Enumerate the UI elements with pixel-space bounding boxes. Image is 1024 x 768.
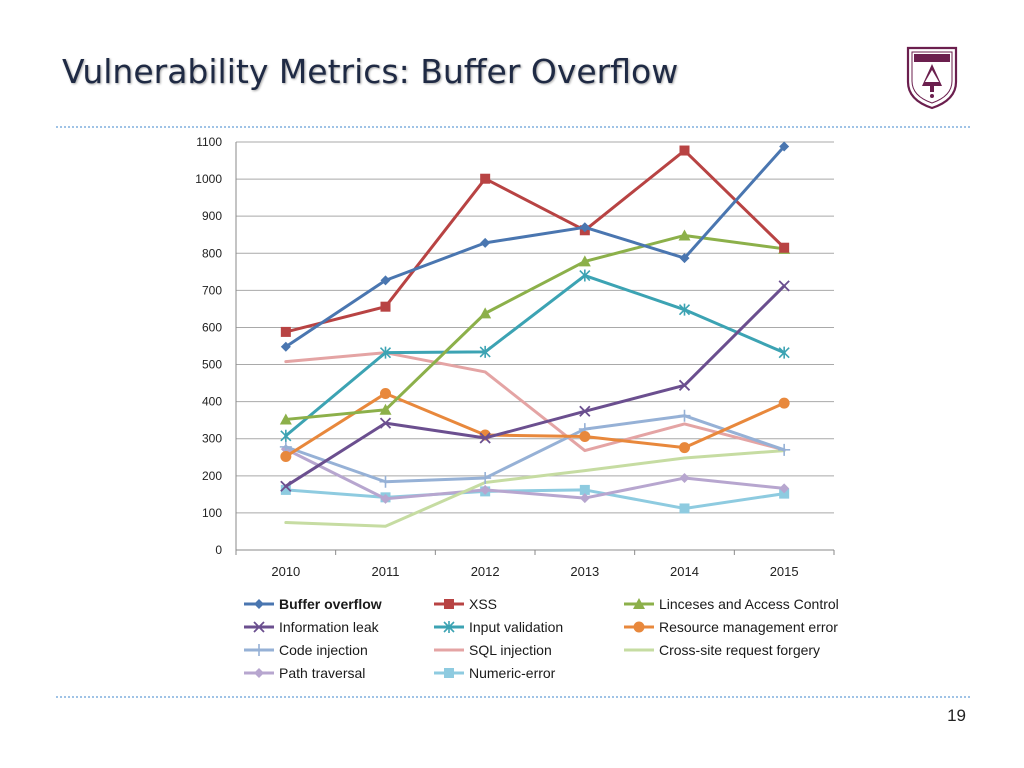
data-point — [779, 281, 789, 291]
legend-item — [434, 642, 552, 658]
data-point — [778, 444, 790, 456]
legend-label: Numeric-error — [469, 665, 556, 681]
data-point — [680, 146, 690, 156]
legend-label: XSS — [469, 596, 498, 612]
y-tick-label: 600 — [201, 320, 222, 335]
data-point — [381, 302, 391, 312]
legend-item — [624, 619, 838, 635]
legend-label: Resource management error — [659, 619, 838, 635]
data-point — [280, 451, 291, 462]
series-line — [286, 151, 784, 332]
legend-label: Code injection — [279, 642, 368, 658]
y-tick-label: 800 — [201, 246, 222, 261]
y-tick-label: 200 — [201, 468, 222, 483]
chart-series — [280, 141, 790, 526]
legend-item — [244, 596, 382, 612]
y-tick-label: 300 — [201, 431, 222, 446]
legend-item — [244, 619, 380, 635]
legend-item — [624, 642, 820, 658]
legend-label: Buffer overflow — [279, 596, 382, 612]
series-numeric-error — [281, 485, 789, 514]
y-tick-label: 400 — [201, 394, 222, 409]
series-linceses-and-access-control — [280, 229, 790, 424]
data-point — [480, 174, 490, 184]
legend-marker — [634, 622, 645, 633]
legend-marker — [253, 644, 265, 656]
data-point — [680, 473, 690, 483]
legend-item — [434, 596, 497, 612]
y-tick-label: 500 — [201, 357, 222, 372]
y-tick-label: 1100 — [196, 135, 222, 149]
series-line — [286, 451, 784, 527]
x-tick-label: 2013 — [570, 564, 600, 579]
y-tick-label: 1000 — [195, 172, 222, 187]
series-buffer-overflow — [281, 141, 789, 351]
legend-label: SQL injection — [469, 642, 552, 658]
x-tick-label: 2011 — [371, 564, 400, 579]
legend-marker — [444, 668, 454, 678]
legend-item — [624, 596, 839, 612]
series-xss — [281, 146, 789, 337]
chart-legend — [244, 596, 839, 681]
slide-title: Vulnerability Metrics: Buffer Overflow — [62, 52, 679, 91]
data-point — [779, 398, 790, 409]
legend-marker — [254, 599, 264, 609]
data-point — [281, 430, 291, 442]
y-tick-label: 0 — [215, 543, 222, 557]
data-point — [380, 476, 392, 488]
data-point — [281, 327, 291, 337]
page-number: 19 — [947, 706, 966, 725]
data-point — [679, 410, 691, 422]
x-tick-label: 2015 — [769, 564, 799, 579]
legend-item — [434, 665, 556, 681]
bottom-divider — [56, 696, 970, 698]
legend-label: Cross-site request forgery — [659, 642, 821, 658]
data-point — [680, 503, 690, 513]
legend-item — [434, 619, 563, 635]
legend-item — [244, 665, 365, 681]
legend-label: Information leak — [279, 619, 379, 635]
data-point — [380, 388, 391, 399]
data-point — [579, 431, 590, 442]
y-tick-label: 100 — [201, 505, 222, 520]
legend-marker — [444, 599, 454, 609]
x-tick-label: 2014 — [670, 564, 699, 579]
y-tick-label: 900 — [201, 209, 222, 224]
data-point — [679, 442, 690, 453]
legend-marker — [254, 668, 264, 678]
legend-label: Input validation — [469, 619, 564, 635]
series-cross-site-request-forgery — [286, 451, 784, 527]
y-tick-label: 700 — [201, 283, 222, 298]
legend-label: Linceses and Access Control — [659, 596, 839, 612]
x-tick-label: 2012 — [470, 564, 500, 579]
x-tick-label: 2010 — [271, 564, 301, 579]
data-point — [480, 238, 490, 248]
legend-item — [244, 642, 368, 658]
legend-label: Path traversal — [279, 665, 366, 681]
data-point — [779, 243, 789, 253]
